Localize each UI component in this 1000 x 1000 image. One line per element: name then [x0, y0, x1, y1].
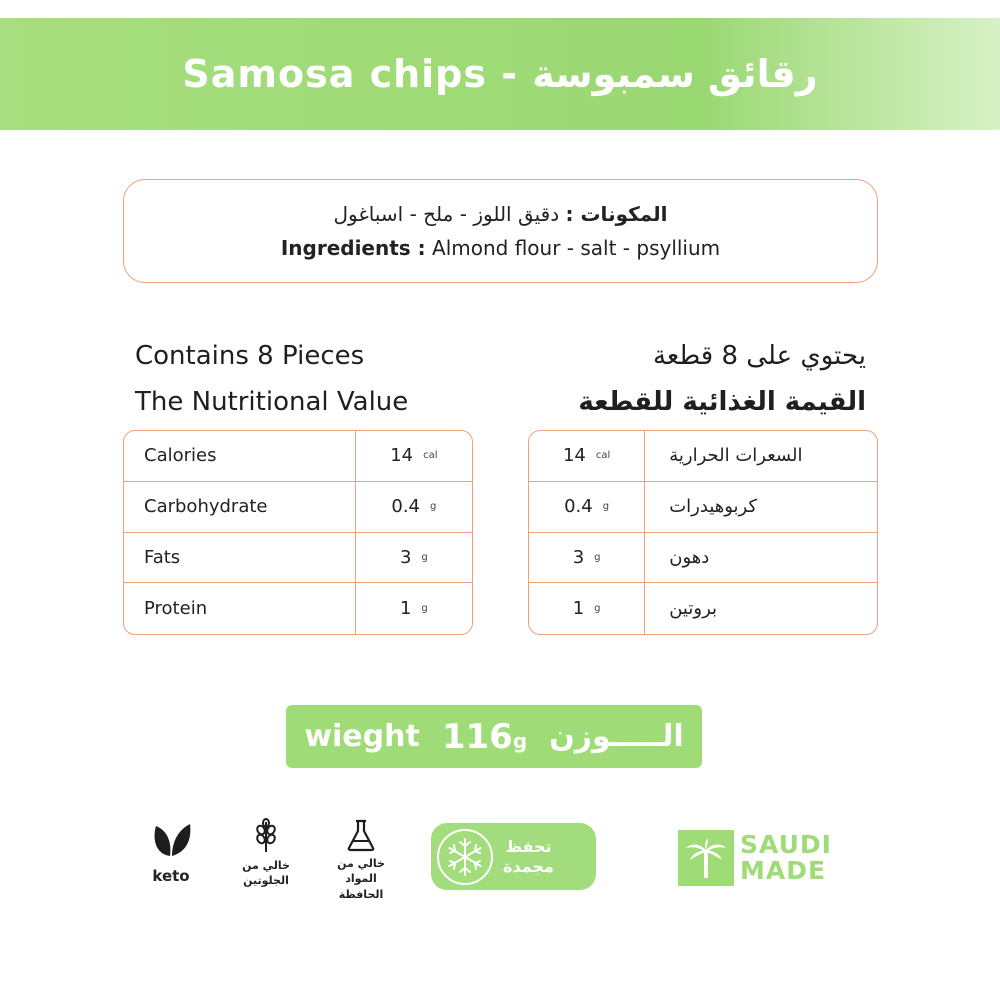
weight-badge [286, 705, 702, 768]
gluten-free-line1: خالي من [242, 859, 290, 872]
pieces-heading-en: Contains 8 Pieces [135, 341, 365, 371]
weight-value: 116 [441, 716, 513, 757]
nutrient-value: 1 [572, 598, 585, 620]
nutrient-name: Calories [124, 431, 356, 481]
nutrient-value-cell [529, 583, 645, 634]
weight-label-en: wieght [304, 719, 420, 754]
preservative-free-line1: خالي من المواد [337, 857, 385, 886]
leaf-icon [150, 820, 192, 862]
ingredients-english [281, 236, 720, 260]
saudi-made-text [740, 829, 832, 885]
pieces-heading-ar: يحتوي على 8 قطعة [652, 341, 866, 371]
table-row [124, 533, 472, 584]
ingredients-arabic [333, 202, 667, 226]
nutrient-unit: cal [423, 450, 438, 462]
ingredients-en-text: Almond flour - salt - psyllium [432, 236, 721, 260]
saudi-made-line1: SAUDI [740, 829, 832, 859]
nutrient-name: دهون [669, 546, 710, 568]
title-banner [0, 18, 1000, 130]
gluten-free-badge [240, 818, 292, 889]
nutrient-unit: g [594, 551, 601, 563]
nutrient-name: بروتين [669, 598, 718, 620]
weight-label-ar: الـــــوزن [549, 719, 684, 754]
table-row [529, 482, 877, 533]
table-row [529, 583, 877, 634]
preservative-free-line2: الحافظة [338, 887, 384, 901]
saudi-made-logo [678, 830, 832, 886]
ingredients-en-label: Ingredients : [280, 236, 426, 260]
nutrient-value: 3 [399, 546, 412, 568]
nutrition-table-ar [528, 430, 878, 635]
table-row [124, 482, 472, 533]
nutrient-unit: g [594, 603, 601, 615]
nutrient-unit: g [602, 501, 610, 513]
wheat-icon [253, 818, 279, 858]
gluten-free-line2: الجلوتين [243, 874, 289, 888]
nutrient-name: كربوهيدرات [669, 496, 758, 518]
nutrient-value: 0.4 [391, 496, 421, 518]
nutrient-name: Carbohydrate [124, 482, 356, 532]
keto-label: keto [152, 867, 190, 885]
nutrient-value-cell [529, 533, 645, 583]
nutrient-unit: cal [595, 450, 611, 462]
product-title: Samosa chips - رقائق سمبوسة [182, 52, 818, 96]
nutrition-table-en [123, 430, 473, 635]
preservative-free-badge [326, 818, 396, 902]
nutrient-name: السعرات الحرارية [669, 445, 803, 467]
nutrition-heading-ar: القيمة الغذائية للقطعة [578, 387, 866, 417]
keep-frozen-text [503, 837, 554, 877]
nutrient-unit: g [421, 603, 428, 615]
weight-amount [442, 717, 527, 757]
nutrient-name: Protein [124, 583, 356, 634]
weight-unit: g [512, 728, 528, 753]
ingredients-box [123, 179, 878, 283]
nutrient-value: 14 [390, 445, 414, 467]
nutrient-value-cell [356, 482, 472, 532]
keep-frozen-badge [431, 823, 596, 890]
nutrient-unit: g [421, 551, 428, 563]
nutrient-value: 3 [572, 546, 585, 568]
nutrient-value-cell [356, 583, 472, 634]
nutrient-unit: g [430, 501, 437, 513]
table-row [529, 431, 877, 482]
nutrient-value-cell [529, 431, 645, 481]
table-row [529, 533, 877, 584]
ingredients-ar-text: دقيق اللوز - ملح - اسباغول [333, 202, 560, 226]
nutrition-heading-en: The Nutritional Value [135, 387, 409, 417]
ingredients-ar-label: المكونات : [565, 202, 668, 226]
nutrient-value-cell [356, 533, 472, 583]
palm-tree-icon [678, 830, 734, 886]
flask-icon [346, 818, 376, 856]
nutrient-value-cell [529, 482, 645, 532]
nutrient-value-cell [356, 431, 472, 481]
nutrient-value: 1 [399, 598, 412, 620]
saudi-made-line2: MADE [740, 856, 827, 885]
keto-badge [150, 820, 192, 887]
keep-frozen-line1: تحفظ [505, 836, 552, 856]
nutrient-value: 14 [562, 445, 586, 467]
keep-frozen-line2: مجمدة [503, 856, 554, 876]
table-row [124, 583, 472, 634]
nutrient-value: 0.4 [564, 496, 593, 518]
snowflake-icon [437, 829, 493, 885]
table-row [124, 431, 472, 482]
nutrient-name: Fats [124, 533, 356, 583]
